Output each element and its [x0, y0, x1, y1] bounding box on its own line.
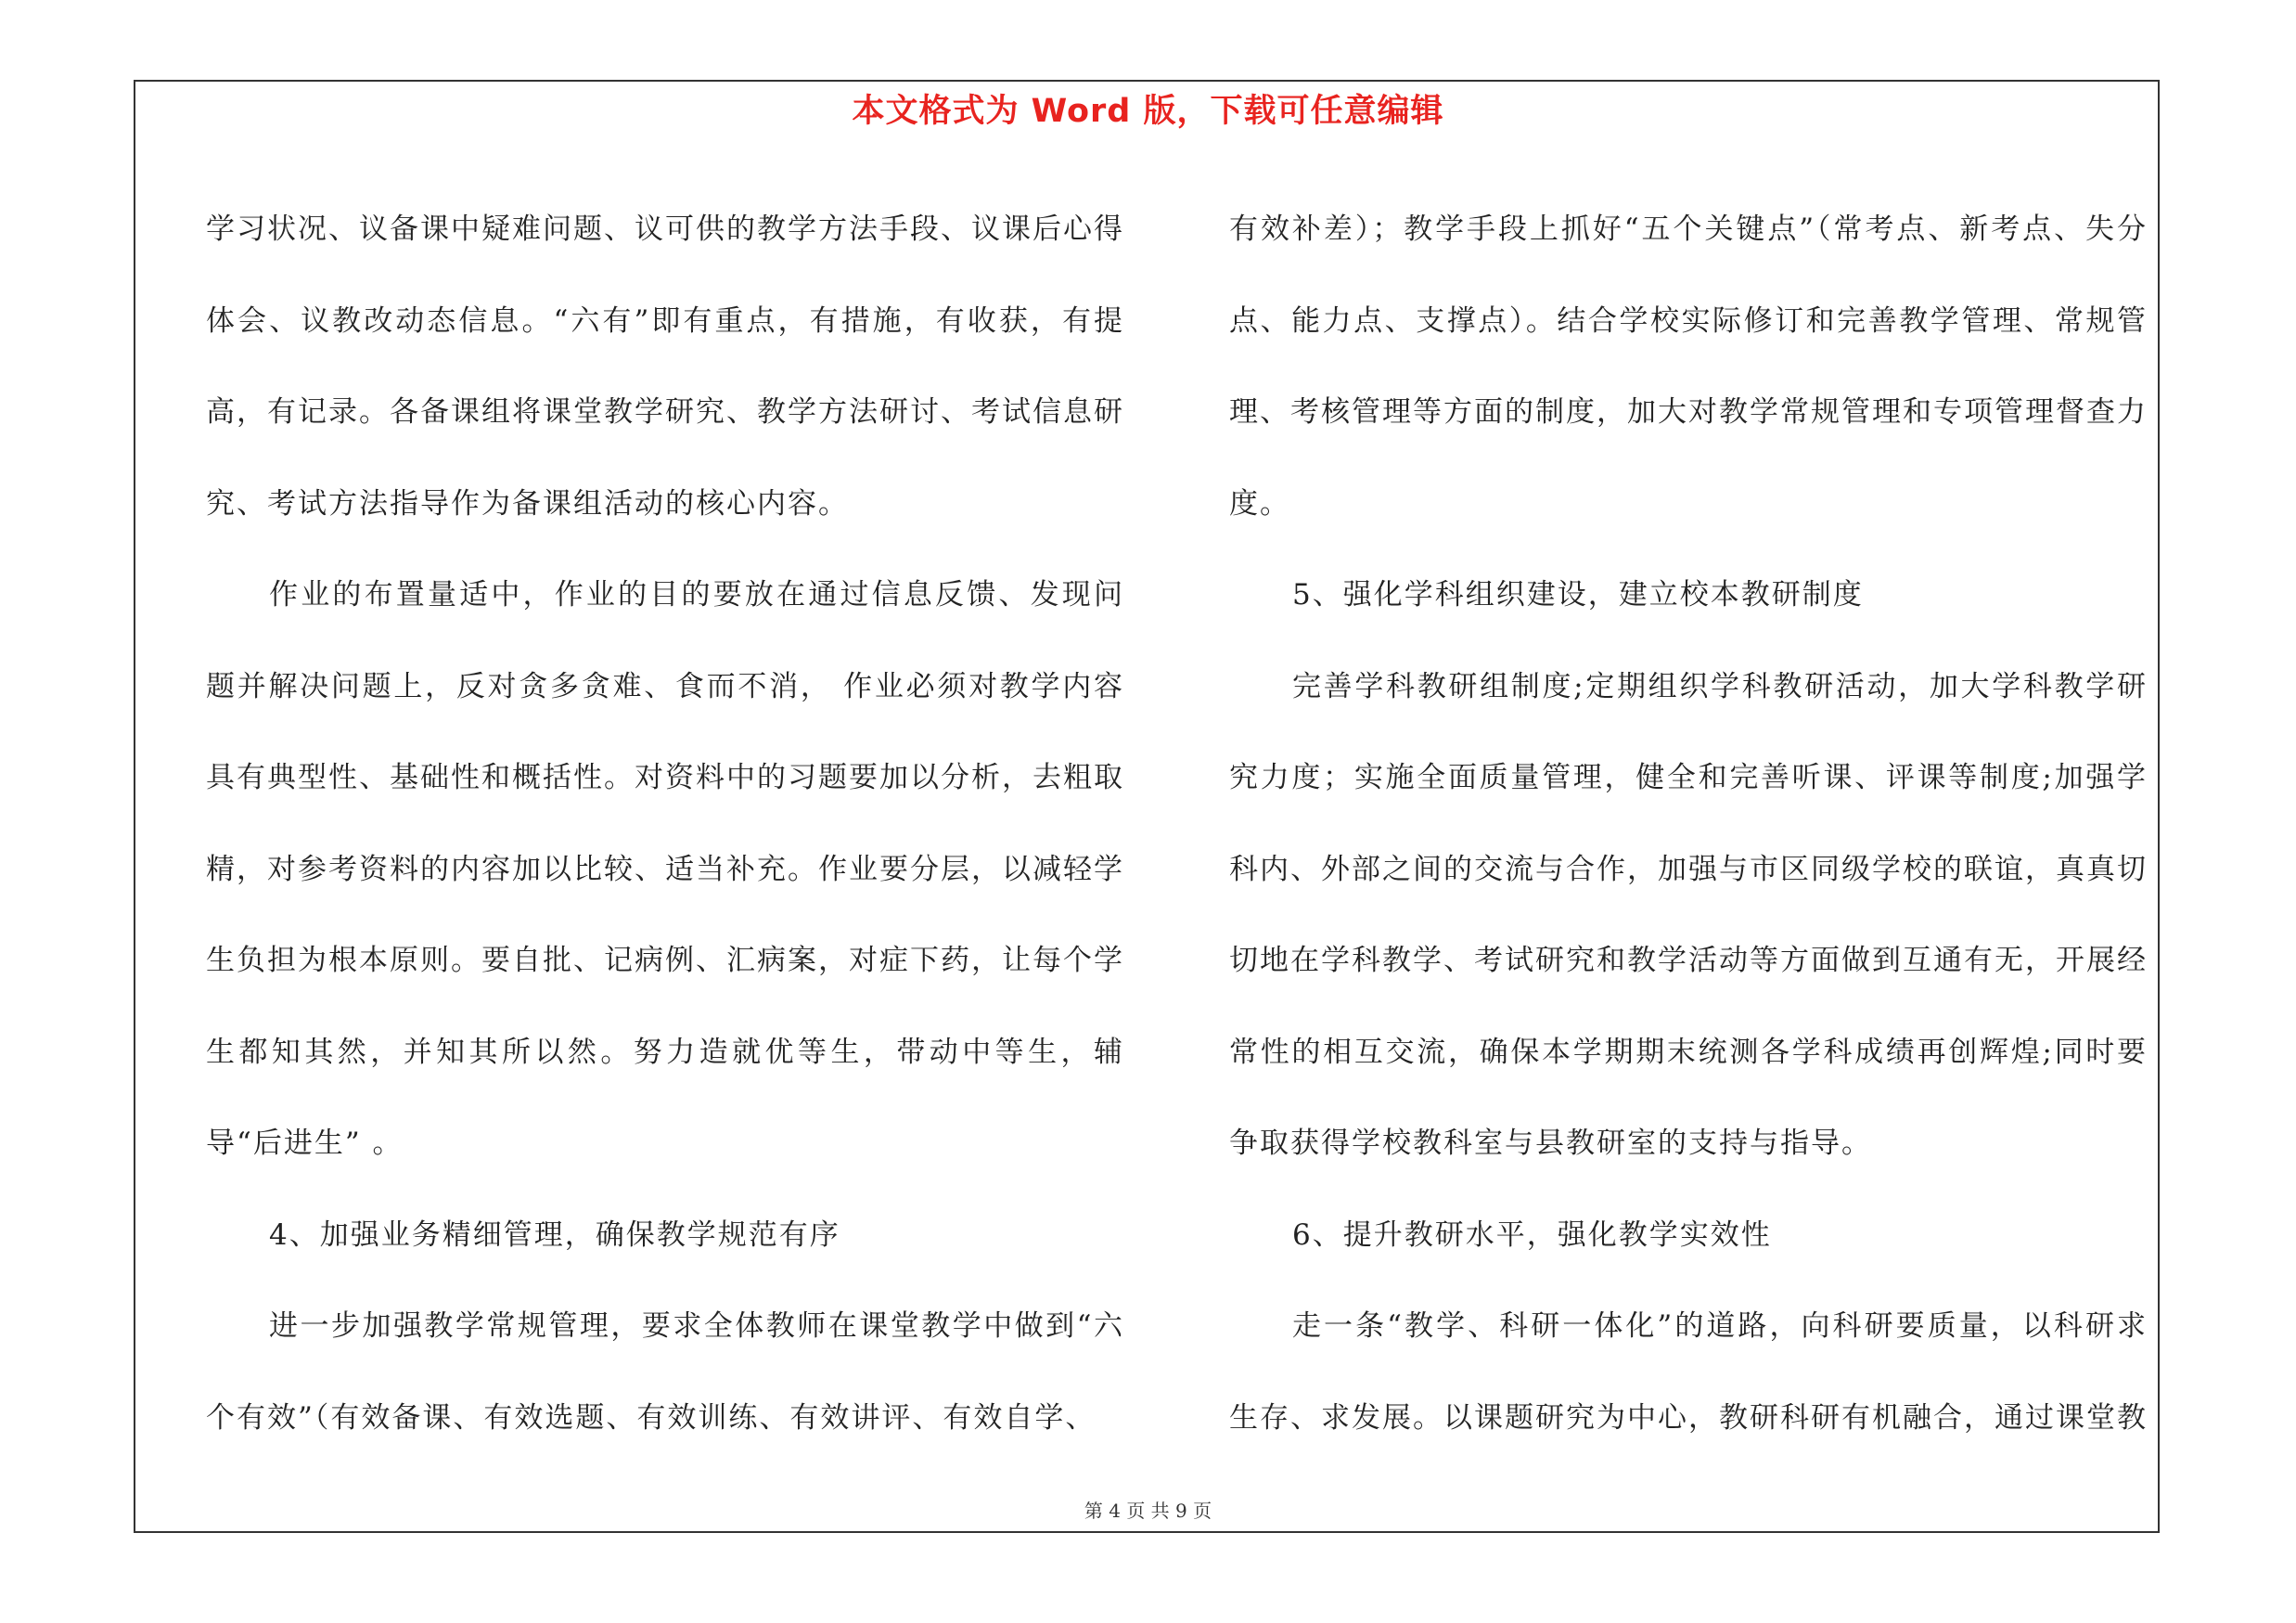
section-heading: 6、提升教研水平，强化教学实效性	[1292, 1217, 1772, 1252]
paragraph: 进一步加强教学常规管理，要求全体教师在课堂教学中做到“六个有效”（有效备课、有效选题、有效训练、有效讲评、有效自学、	[206, 1309, 1124, 1435]
paragraph: 学习状况、议备课中疑难问题、议可供的教学方法手段、议课后心得体会、议教改动态信息。“六有”即有重点，有措施，有收获，有提高，有记录。各备课组将课堂教学研究、教学方法研讨、考试信息研究、考试方法指导作为备课组活动的核心内容。	[206, 213, 1124, 521]
format-notice-banner: 本文格式为 Word 版，下载可任意编辑	[852, 93, 1444, 130]
paragraph: 完善学科教研组制度;定期组织学科教研活动，加大学科教学研究力度；实施全面质量管理，健全和完善听课、评课等制度;加强学科内、外部之间的交流与合作，加强与市区同级学校的联谊，真真切切地在学科教学、考试研究和教学活动等方面做到互通有无，开展经常性的相互交流，确保本学期期末统测各学科成绩再创辉煌;同时要争取获得学校教科室与县教研室的支持与指导。	[1229, 669, 2148, 1160]
section-heading: 4、加强业务精细管理，确保教学规范有序	[269, 1217, 840, 1252]
page-number-footer: 第 4 页 共 9 页	[1084, 1500, 1212, 1522]
left-text-column	[206, 184, 1124, 1463]
paragraph: 作业的布置量适中，作业的目的要放在通过信息反馈、发现问题并解决问题上，反对贪多贪难、食而不消， 作业必须对教学内容具有典型性、基础性和概括性。对资料中的习题要加以分析，去粗取精，对参考资料的内容加以比较、适当补充。作业要分层，以减轻学生负担为根本原则。要自批、记病例、汇病案，对症下药，让每个学生都知其然，并知其所以然。努力造就优等生，带动中等生，辅导“后进生” 。	[206, 578, 1124, 1160]
right-text-column	[1229, 184, 2148, 1463]
paragraph: 走一条“教学、科研一体化”的道路，向科研要质量，以科研求生存、求发展。以课题研究为中心，教研科研有机融合，通过课堂教	[1229, 1309, 2148, 1435]
section-heading: 5、强化学科组织建设，建立校本教研制度	[1292, 578, 1864, 612]
paragraph: 有效补差）；教学手段上抓好“五个关键点”（常考点、新考点、失分点、能力点、支撑点）。结合学校实际修订和完善教学管理、常规管理、考核管理等方面的制度，加大对教学常规管理和专项管理督查力度。	[1229, 213, 2148, 521]
